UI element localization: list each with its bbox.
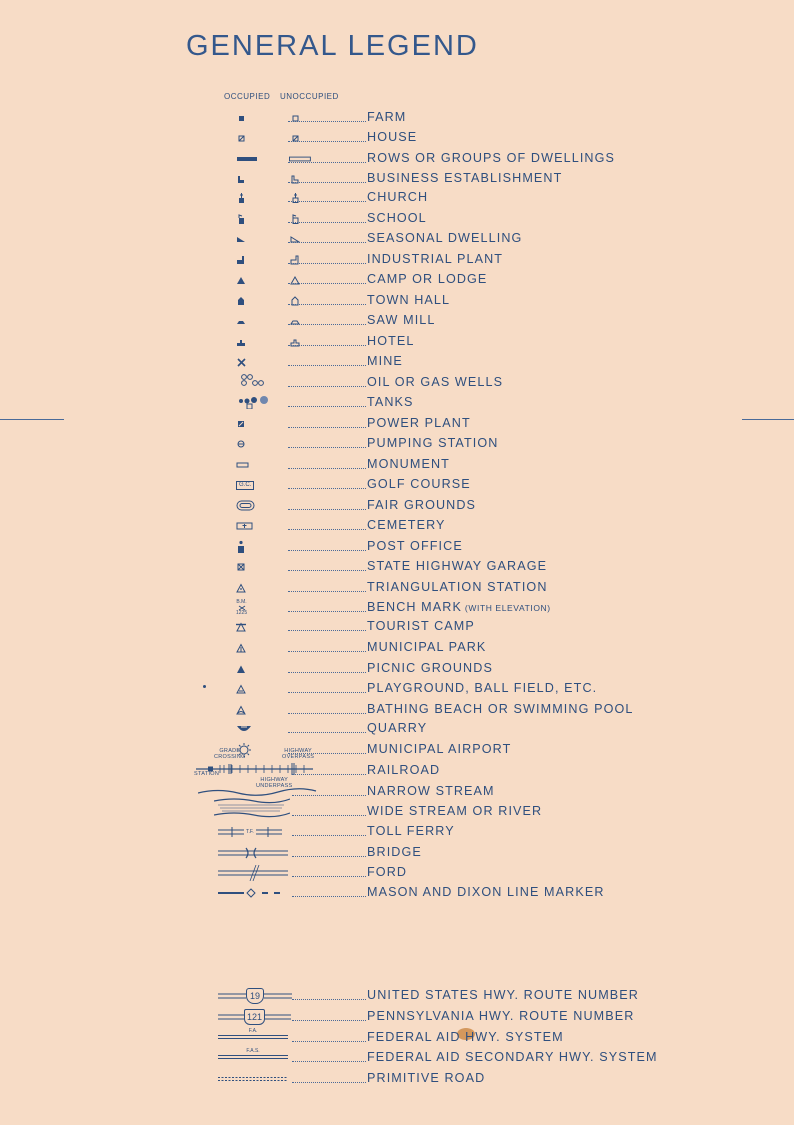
legend-label-text: HOUSE — [367, 130, 418, 144]
legend-row — [0, 1049, 794, 1067]
legend-row — [0, 1029, 794, 1047]
federal-aid-secondary-icon-text: F.A.S. — [246, 1047, 260, 1054]
legend-row — [0, 109, 794, 127]
legend-label-text: SCHOOL — [367, 211, 427, 225]
legend-label-text: NARROW STREAM — [367, 784, 495, 798]
toll-ferry-icon-text: T.F. — [246, 829, 254, 835]
legend-row — [0, 312, 794, 330]
golf-course-icon-text: G.C. — [236, 481, 254, 490]
legend-label-text: TANKS — [367, 395, 414, 409]
tanks-icon — [238, 393, 274, 411]
legend-row — [0, 639, 794, 657]
highway-garage-icon — [236, 558, 312, 576]
legend-row — [0, 741, 794, 759]
leader-dots — [288, 121, 366, 122]
legend-label-text: BUSINESS ESTABLISHMENT — [367, 171, 563, 185]
leader-dots — [288, 242, 366, 243]
legend-label — [367, 1030, 564, 1044]
municipal-park-icon — [236, 639, 312, 657]
monument-icon — [236, 456, 312, 474]
legend-row — [0, 353, 794, 371]
legend-label-text: FORD — [367, 865, 408, 879]
legend-label — [367, 110, 406, 124]
legend-label — [367, 559, 547, 573]
post-office-icon — [236, 538, 312, 556]
legend-row — [0, 783, 794, 801]
legend-label — [367, 763, 440, 777]
pa-keystone-icon — [218, 1008, 291, 1026]
legend-label-text: PICNIC GROUNDS — [367, 661, 493, 675]
leader-dots — [292, 815, 366, 816]
legend-label — [367, 1071, 485, 1085]
column-header-occupied: OCCUPIED — [224, 92, 271, 101]
legend-label — [367, 130, 417, 144]
legend-label — [367, 436, 498, 450]
legend-label — [367, 721, 427, 735]
leader-dots — [288, 651, 366, 652]
leader-dots — [288, 324, 366, 325]
picnic-icon — [236, 660, 312, 678]
camp-icon — [236, 271, 312, 289]
leader-dots — [288, 570, 366, 571]
leader-dots — [288, 630, 366, 631]
legend-label-text: POWER PLANT — [367, 416, 471, 430]
legend-label — [367, 702, 633, 716]
pumping-station-icon — [236, 435, 312, 453]
house-icon — [236, 129, 312, 147]
legend-label-text: TOLL FERRY — [367, 824, 455, 838]
leader-dots — [292, 1020, 366, 1021]
legend-label — [367, 681, 597, 695]
legend-label-text: SEASONAL DWELLING — [367, 231, 523, 245]
legend-label — [367, 416, 471, 430]
legend-row — [0, 230, 794, 248]
leader-dots — [292, 1061, 366, 1062]
legend-label — [367, 190, 428, 204]
legend-label — [367, 211, 427, 225]
legend-label-text: FEDERAL AID SECONDARY HWY. SYSTEM — [367, 1050, 658, 1064]
legend-row — [0, 599, 794, 617]
leader-dots — [288, 591, 366, 592]
legend-row — [0, 374, 794, 392]
fair-grounds-icon — [236, 497, 312, 515]
legend-label — [367, 334, 415, 348]
leader-dots — [292, 1041, 366, 1042]
legend-label-text: MONUMENT — [367, 457, 450, 471]
legend-label-text: GOLF COURSE — [367, 477, 471, 491]
legend-label-text: FARM — [367, 110, 407, 124]
power-plant-icon — [236, 415, 312, 433]
legend-label-text: OIL OR GAS WELLS — [367, 375, 504, 389]
legend-label-text: RAILROAD — [367, 763, 441, 777]
railroad-annotation-station: STATION — [194, 771, 220, 777]
legend-row — [0, 292, 794, 310]
legend-row — [0, 456, 794, 474]
leader-dots — [288, 283, 366, 284]
legend-label-text: MINE — [367, 354, 403, 368]
legend-label-text: CAMP OR LODGE — [367, 272, 488, 286]
legend-row — [0, 435, 794, 453]
saw-mill-icon — [236, 312, 312, 330]
legend-row — [0, 844, 794, 862]
legend-row — [0, 394, 794, 412]
legend-label — [367, 580, 548, 594]
leader-dots — [288, 263, 366, 264]
legend-label — [367, 518, 446, 532]
legend-row — [0, 823, 794, 841]
leader-dots — [288, 345, 366, 346]
railroad-annotation-highway-underpass: HIGHWAY UNDERPASS — [256, 777, 293, 789]
seasonal-dwelling-icon — [236, 230, 312, 248]
bench-mark-icon-label-top: B.M. — [236, 599, 247, 605]
legend-label — [367, 457, 450, 471]
legend-label-text: STATE HIGHWAY GARAGE — [367, 559, 548, 573]
leader-dots — [288, 222, 366, 223]
legend-label — [367, 845, 422, 859]
legend-label-text: ROWS OR GROUPS OF DWELLINGS — [367, 151, 616, 165]
hotel-icon — [236, 333, 312, 351]
legend-label-text: PLAYGROUND, BALL FIELD, ETC. — [367, 681, 598, 695]
bathing-icon — [236, 701, 312, 719]
playground-icon — [236, 680, 312, 698]
legend-row — [0, 618, 794, 636]
leader-dots — [288, 447, 366, 448]
legend-label — [367, 600, 551, 614]
legend-label-text: UNITED STATES HWY. ROUTE NUMBER — [367, 988, 639, 1002]
dwellings-row-icon — [236, 150, 312, 168]
legend-row — [0, 987, 794, 1005]
legend-label-text: FAIR GROUNDS — [367, 498, 477, 512]
leader-dots — [292, 795, 366, 796]
legend-label — [367, 539, 463, 553]
leader-dots — [288, 692, 366, 693]
legend-row — [0, 701, 794, 719]
legend-row — [0, 476, 794, 494]
legend-row — [0, 1008, 794, 1026]
legend-row — [0, 803, 794, 821]
bridge-icon — [218, 844, 288, 862]
legend-row — [0, 415, 794, 433]
leader-dots — [292, 999, 366, 1000]
leader-dots — [288, 713, 366, 714]
legend-label — [367, 865, 407, 879]
legend-row — [0, 497, 794, 515]
federal-aid-icon — [218, 1025, 288, 1043]
farm-icon — [236, 109, 312, 127]
legend-label — [367, 619, 475, 633]
legend-label-text: CEMETERY — [367, 518, 446, 532]
legend-label-text: QUARRY — [367, 721, 428, 735]
leader-dots — [292, 835, 366, 836]
school-icon — [236, 210, 312, 228]
town-hall-icon — [236, 292, 312, 310]
legend-label — [367, 293, 450, 307]
railroad-annotation-grade-crossing: GRADE CROSSING — [214, 748, 246, 760]
legend-label-text: HOTEL — [367, 334, 415, 348]
church-icon — [236, 189, 312, 207]
legend-label — [367, 742, 511, 756]
leader-dots — [288, 141, 366, 142]
wells-icon — [238, 372, 268, 390]
legend-label — [367, 354, 403, 368]
leader-dots — [288, 732, 366, 733]
legend-label — [367, 640, 486, 654]
legend-label — [367, 661, 493, 675]
legend-label — [367, 885, 605, 899]
legend-label-text: SAW MILL — [367, 313, 436, 327]
leader-dots — [288, 304, 366, 305]
legend-label — [367, 804, 542, 818]
legend-row — [0, 660, 794, 678]
legend-label-text: PENNSYLVANIA HWY. ROUTE NUMBER — [367, 1009, 635, 1023]
legend-row — [0, 271, 794, 289]
column-header-unoccupied: UNOCCUPIED — [280, 92, 339, 101]
industrial-plant-icon — [236, 251, 312, 269]
mine-icon — [236, 353, 312, 371]
leader-dots — [288, 406, 366, 407]
toll-ferry-icon — [218, 823, 282, 841]
leader-dots — [288, 488, 366, 489]
leader-dots — [292, 876, 366, 877]
tourist-camp-icon — [236, 618, 312, 636]
leader-dots — [288, 529, 366, 530]
legend-row — [0, 189, 794, 207]
us-shield-number: 19 — [246, 988, 264, 1004]
leader-dots — [288, 182, 366, 183]
ford-icon — [218, 864, 288, 882]
legend-label — [367, 395, 414, 409]
leader-dots — [288, 201, 366, 202]
legend-label — [367, 784, 495, 798]
cemetery-icon — [236, 517, 312, 535]
legend-row — [0, 864, 794, 882]
legend-label — [367, 1009, 634, 1023]
legend-row — [0, 129, 794, 147]
legend-row — [0, 170, 794, 188]
legend-label — [367, 313, 436, 327]
primitive-road-icon — [218, 1070, 288, 1088]
legend-label — [367, 1050, 658, 1064]
mason-dixon-icon — [218, 884, 288, 902]
legend-label — [367, 272, 487, 286]
pa-keystone-number: 121 — [244, 1009, 265, 1025]
legend-label — [367, 375, 503, 389]
railroad-annotation-highway-overpass: HIGHWAY OVERPASS — [282, 748, 315, 760]
wide-river-icon — [214, 799, 290, 817]
leader-dots — [288, 509, 366, 510]
legend-row — [0, 720, 794, 738]
legend-row — [0, 251, 794, 269]
legend-label-text: PUMPING STATION — [367, 436, 499, 450]
legend-label-text: PRIMITIVE ROAD — [367, 1071, 486, 1085]
quarry-icon — [236, 720, 312, 738]
leader-dots — [288, 427, 366, 428]
legend-label-text: TOWN HALL — [367, 293, 451, 307]
legend-row — [0, 150, 794, 168]
us-shield-icon — [218, 987, 292, 1005]
legend-row — [0, 680, 794, 698]
federal-aid-icon-text: F.A. — [248, 1027, 258, 1034]
legend-label-text: WIDE STREAM OR RIVER — [367, 804, 543, 818]
legend-label-text: TRIANGULATION STATION — [367, 580, 548, 594]
legend-label-text: INDUSTRIAL PLANT — [367, 252, 504, 266]
legend-row — [0, 579, 794, 597]
leader-dots — [288, 550, 366, 551]
legend-row — [0, 210, 794, 228]
legend-label — [367, 988, 639, 1002]
leader-dots — [288, 162, 366, 163]
legend-label-text: BATHING BEACH OR SWIMMING POOL — [367, 702, 634, 716]
legend-label — [367, 498, 476, 512]
legend-row — [0, 333, 794, 351]
legend-label-text: MASON AND DIXON LINE MARKER — [367, 885, 605, 899]
leader-dots — [288, 672, 366, 673]
legend-row — [0, 558, 794, 576]
federal-aid-secondary-icon — [218, 1045, 288, 1063]
leader-dots — [292, 774, 366, 775]
legend-label-text: MUNICIPAL PARK — [367, 640, 487, 654]
leader-dots — [288, 611, 366, 612]
legend-label-text: BRIDGE — [367, 845, 422, 859]
legend-row — [0, 517, 794, 535]
legend-row — [0, 1070, 794, 1088]
leader-dots — [288, 365, 366, 366]
leader-dots — [292, 856, 366, 857]
bench-mark-icon — [236, 599, 312, 617]
legend-row — [0, 884, 794, 902]
leader-dots — [292, 896, 366, 897]
bench-mark-icon-label-bottom: 1225 — [236, 610, 248, 616]
legend-row — [0, 538, 794, 556]
legend-label-text: FEDERAL AID HWY. SYSTEM — [367, 1030, 564, 1044]
leader-dots — [292, 1082, 366, 1083]
legend-label — [367, 171, 562, 185]
legend-label-text: POST OFFICE — [367, 539, 463, 553]
legend-label — [367, 824, 455, 838]
legend-label-text: TOURIST CAMP — [367, 619, 475, 633]
leader-dots — [288, 386, 366, 387]
legend-label — [367, 477, 471, 491]
legend-label — [367, 252, 503, 266]
business-icon — [236, 170, 312, 188]
page-title: GENERAL LEGEND — [186, 30, 479, 62]
legend-row — [0, 762, 794, 780]
legend-label-text: BENCH MARK — [367, 600, 462, 614]
leader-dots — [288, 468, 366, 469]
legend-label-text: MUNICIPAL AIRPORT — [367, 742, 512, 756]
legend-label — [367, 151, 615, 165]
triangulation-icon — [236, 579, 312, 597]
legend-label-text: CHURCH — [367, 190, 429, 204]
legend-label — [367, 231, 522, 245]
legend-label-note: (WITH ELEVATION) — [461, 603, 551, 613]
golf-course-icon — [236, 476, 312, 494]
